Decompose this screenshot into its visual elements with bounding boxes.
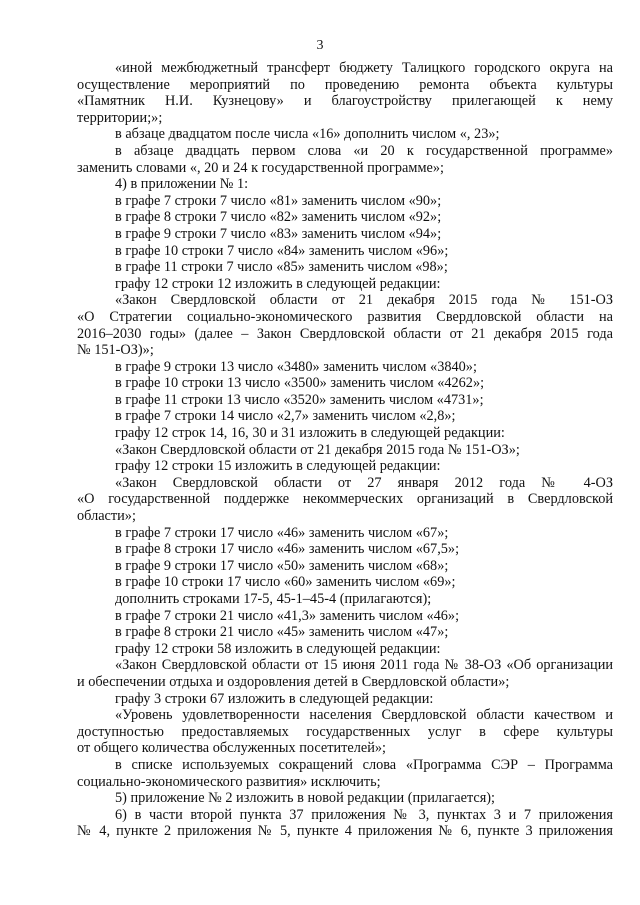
- text-line-p32: 5) приложение № 2 изложить в новой редакции (прилагается);: [115, 790, 496, 807]
- text-line-p12: в графе 9 строки 13 число «3480» заменить числом «3840»;: [115, 358, 477, 375]
- text-line-p24: дополнить строками 17-5, 45-1–45-4 (прилагаются);: [115, 591, 432, 607]
- text-line-p1a: «иной межбюджетный трансферт бюджету Талицкого городского округа на: [115, 60, 613, 76]
- text-line-p8: в графе 10 строки 7 число «84» заменить числом «96»;: [115, 242, 449, 259]
- text-line-p19a: «Закон Свердловской области от 27 января 2012 года № 4-ОЗ: [115, 474, 613, 491]
- text-line-p30b: доступностью предоставляемых государственных услуг в сфере культуры: [77, 723, 613, 740]
- text-line-p1c: «Памятник Н.И. Кузнецову» и благоустройству прилегающей к нему: [77, 93, 613, 110]
- text-line-p29: графу 3 строки 67 изложить в следующей редакции:: [115, 690, 434, 707]
- text-line-p3a: в абзаце двадцать первом слова «и 20 к государственной программе»: [115, 142, 613, 159]
- text-line-p6: в графе 8 строки 7 число «82» заменить числом «92»;: [115, 209, 442, 226]
- text-line-p2: в абзаце двадцатом после числа «16» дополнить числом «, 23»;: [115, 126, 500, 143]
- document-body: [77, 60, 613, 840]
- text-line-p21: в графе 8 строки 17 число «46» заменить числом «67,5»;: [115, 541, 460, 558]
- text-line-p26: в графе 8 строки 21 число «45» заменить числом «47»;: [115, 624, 449, 641]
- text-line-p20: в графе 7 строки 17 число «46» заменить числом «67»;: [115, 524, 449, 541]
- text-line-p3b: заменить словами «, 20 и 24 к государственной программе»;: [77, 159, 444, 176]
- text-line-p11b: «О Стратегии социально-экономического развития Свердловской области на: [77, 308, 613, 325]
- text-line-p14: в графе 11 строки 13 число «3520» заменить числом «4731»;: [115, 391, 484, 408]
- text-line-p27: графу 12 строки 58 изложить в следующей редакции:: [115, 640, 441, 657]
- text-line-p1b: осуществление мероприятий по проведению ремонта объекта культуры: [77, 76, 613, 93]
- text-line-p22: в графе 9 строки 17 число «50» заменить числом «68»;: [115, 557, 449, 574]
- text-line-p33b: № 4, пункте 2 приложения № 5, пункте 4 приложения № 6, пункте 3 приложения: [77, 823, 613, 840]
- text-line-p16: графу 12 строк 14, 16, 30 и 31 изложить в следующей редакции:: [115, 425, 505, 442]
- text-line-p4: 4) в приложении № 1:: [115, 176, 249, 193]
- text-line-p17: «Закон Свердловской области от 21 декабря 2015 года № 151-ОЗ»;: [115, 441, 520, 458]
- text-line-p25: в графе 7 строки 21 число «41,3» заменить числом «46»;: [115, 607, 460, 624]
- text-line-p10: графу 12 строки 12 изложить в следующей редакции:: [115, 275, 441, 292]
- text-line-p9: в графе 11 строки 7 число «85» заменить числом «98»;: [115, 259, 448, 276]
- text-line-p28a: «Закон Свердловской области от 15 июня 2011 года № 38-ОЗ «Об организации: [115, 657, 613, 674]
- text-line-p7: в графе 9 строки 7 число «83» заменить числом «94»;: [115, 225, 442, 242]
- text-line-p11d: № 151-ОЗ)»;: [77, 342, 154, 359]
- text-line-p19c: области»;: [77, 508, 136, 525]
- text-line-p13: в графе 10 строки 13 число «3500» заменить числом «4262»;: [115, 375, 485, 392]
- page-number: 3: [316, 38, 324, 53]
- text-line-p28b: и обеспечении отдыха и оздоровления детей в Свердловской области»;: [77, 673, 510, 690]
- text-line-p31b: социально-экономического развития» исключить;: [77, 773, 381, 790]
- text-line-p5: в графе 7 строки 7 число «81» заменить числом «90»;: [115, 192, 442, 209]
- text-line-p30c: от общего количества обслуженных посетителей»;: [77, 740, 387, 757]
- text-line-p1d: территории;»;: [77, 109, 163, 126]
- text-line-p11a: «Закон Свердловской области от 21 декабря 2015 года № 151-ОЗ: [115, 292, 613, 309]
- text-line-p33a: 6) в части второй пункта 37 приложения № 3, пунктах 3 и 7 приложения: [115, 806, 613, 823]
- text-line-p18: графу 12 строки 15 изложить в следующей редакции:: [115, 458, 441, 475]
- text-line-p23: в графе 10 строки 17 число «60» заменить числом «69»;: [115, 574, 456, 591]
- text-line-p19b: «О государственной поддержке некоммерческих организаций в Свердловской: [77, 491, 613, 508]
- text-line-p30a: «Уровень удовлетворенности населения Свердловской области качеством и: [115, 707, 613, 724]
- text-line-p11c: 2016–2030 годы» (далее – Закон Свердловской области от 21 декабря 2015 года: [77, 325, 613, 342]
- text-line-p31a: в списке используемых сокращений слова «Программа СЭР – Программа: [115, 756, 613, 773]
- text-line-p15: в графе 7 строки 14 число «2,7» заменить числом «2,8»;: [115, 408, 456, 425]
